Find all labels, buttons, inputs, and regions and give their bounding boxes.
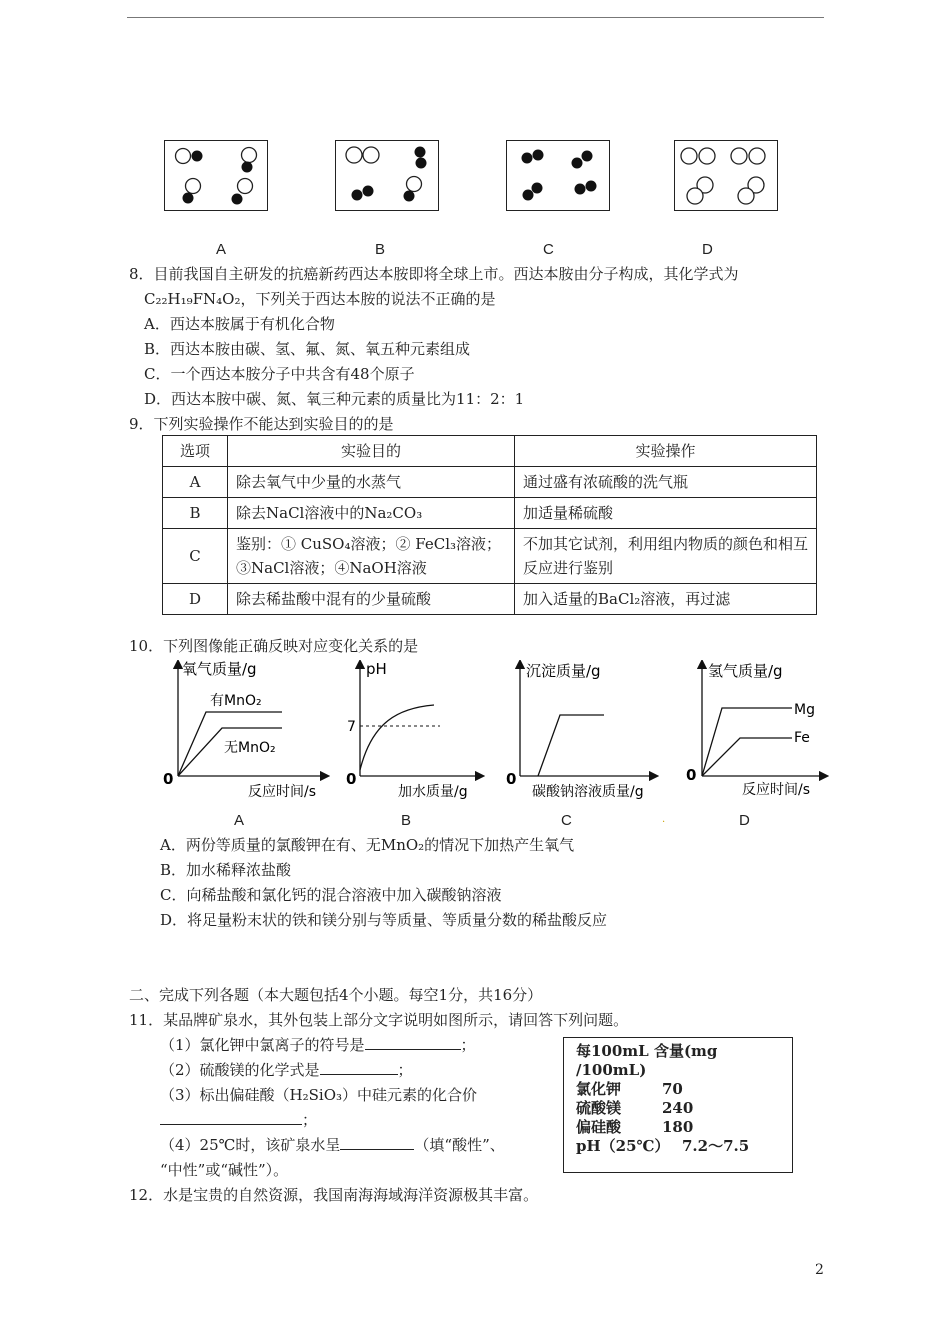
label-key: pH（25℃） <box>576 1137 670 1155</box>
answer-blank[interactable] <box>320 1074 398 1075</box>
series-label: Mg <box>794 702 815 718</box>
row-operation: 不加其它试剂，利用组内物质的颜色和相互反应进行鉴别 <box>515 529 817 584</box>
q10-option-d: D．将足量粉末状的铁和镁分别与等质量、等质量分数的稀盐酸反应 <box>160 911 608 929</box>
graph-b <box>340 660 490 810</box>
origin-label: 0 <box>163 770 174 788</box>
q12-stem: 12．水是宝贵的自然资源，我国南海海域海洋资源极其丰富。 <box>129 1186 539 1204</box>
q10-option-b: B．加水稀释浓盐酸 <box>160 861 292 879</box>
page-number: 2 <box>815 1262 824 1278</box>
q11-part1: （1）氯化钾中氯离子的符号是 ； <box>160 1036 476 1054</box>
row-option: B <box>163 498 228 529</box>
q9-stem: 9．下列实验操作不能达到实验目的的是 <box>129 415 394 433</box>
q8-option-b: B．西达本胺由碳、氢、氟、氮、氧五种元素组成 <box>144 340 471 358</box>
q8-option-c: C．一个西达本胺分子中共含有48个原子 <box>144 365 415 383</box>
molecule-label-a: A <box>216 241 227 258</box>
row-option: A <box>163 467 228 498</box>
q11-part4-cont: “中性”或“碱性”）。 <box>160 1161 289 1179</box>
molecule-box-d <box>674 140 778 211</box>
label-value: 7.2～7.5 <box>682 1137 750 1155</box>
graph-d <box>684 660 834 810</box>
q9-table <box>162 435 817 615</box>
x-axis-label: 碳酸钠溶液质量/g <box>532 784 644 800</box>
origin-label: 0 <box>346 770 357 788</box>
y-axis-label: 氢气质量/g <box>708 662 783 680</box>
label-key: 偏硅酸 <box>576 1118 622 1136</box>
row-operation: 加适量稀硫酸 <box>515 498 817 529</box>
stray-dot: . <box>662 814 666 825</box>
q11-part2-text: （2）硫酸镁的化学式是 <box>160 1061 320 1079</box>
q11-part2: （2）硫酸镁的化学式是 ； <box>160 1061 413 1079</box>
q11-part4-text: （4）25℃时，该矿泉水呈 <box>160 1136 341 1154</box>
label-row <box>576 1080 780 1099</box>
molecule-box-a <box>164 140 268 211</box>
label-row <box>576 1137 780 1156</box>
origin-label: 0 <box>506 770 517 788</box>
series-fe <box>702 738 792 776</box>
mineral-water-label-box <box>563 1037 793 1173</box>
q8-stem: 8．目前我国自主研发的抗癌新药西达本胺即将全球上市。西达本胺由分子构成，其化学式为 <box>129 265 739 283</box>
graph-label-b: B <box>401 812 412 829</box>
y-axis-label: pH <box>366 660 387 678</box>
molecule-box-c <box>506 140 610 211</box>
q10-option-c: C．向稀盐酸和氯化钙的混合溶液中加入碳酸钠溶液 <box>160 886 502 904</box>
table-row <box>163 584 817 615</box>
row-purpose: 除去氧气中少量的水蒸气 <box>228 467 515 498</box>
table-row <box>163 467 817 498</box>
row-option: C <box>163 529 228 584</box>
x-axis-label: 反应时间/s <box>742 782 811 798</box>
section-2-heading: 二、完成下列各题（本大题包括4个小题。每空1分，共16分） <box>129 986 543 1004</box>
graph-a <box>160 660 330 810</box>
row-purpose: 除去稀盐酸中混有的少量硫酸 <box>228 584 515 615</box>
row-operation: 加入适量的BaCl₂溶液，再过滤 <box>515 584 817 615</box>
series-label: 有MnO₂ <box>210 693 262 709</box>
graph-label-d: D <box>739 812 750 829</box>
table-row <box>163 498 817 529</box>
row-purpose: 除去NaCl溶液中的Na₂CO₃ <box>228 498 515 529</box>
label-value: 70 <box>662 1080 683 1098</box>
label-value: 180 <box>662 1118 694 1136</box>
q11-part3-answer: ； <box>160 1109 317 1130</box>
label-row <box>576 1118 780 1137</box>
header-operation: 实验操作 <box>515 436 817 467</box>
q11-part1-text: （1）氯化钾中氯离子的符号是 <box>160 1036 365 1054</box>
molecule-label-b: B <box>375 241 386 258</box>
header-rule <box>127 17 824 18</box>
q11-part3: （3）标出偏硅酸（H₂SiO₃）中硅元素的化合价 <box>160 1086 478 1104</box>
label-title: 每100mL 含量(mg /100mL) <box>576 1042 718 1079</box>
q8-option-d: D．西达本胺中碳、氮、氧三种元素的质量比为11：2：1 <box>144 390 525 408</box>
answer-blank[interactable] <box>160 1124 302 1125</box>
graph-c <box>504 660 674 810</box>
series-label: Fe <box>794 730 810 746</box>
header-option: 选项 <box>163 436 228 467</box>
ph7-label: 7 <box>347 719 356 735</box>
graph-label-c: C <box>561 812 572 829</box>
label-value: 240 <box>662 1099 694 1117</box>
molecule-label-c: C <box>543 241 554 258</box>
row-purpose: 鉴别：① CuSO₄溶液；② FeCl₃溶液；③NaCl溶液；④NaOH溶液 <box>228 529 515 584</box>
origin-label: 0 <box>686 766 697 784</box>
answer-blank[interactable] <box>365 1049 461 1050</box>
x-axis-label: 加水质量/g <box>398 784 468 800</box>
precipitate-line <box>538 715 604 776</box>
label-row <box>576 1099 780 1118</box>
q10-option-a: A．两份等质量的氯酸钾在有、无MnO₂的情况下加热产生氧气 <box>160 836 575 854</box>
x-axis-label: 反应时间/s <box>248 784 317 800</box>
header-purpose: 实验目的 <box>228 436 515 467</box>
table-row <box>163 529 817 584</box>
q10-stem: 10．下列图像能正确反映对应变化关系的是 <box>129 637 419 655</box>
graph-label-a: A <box>234 812 245 829</box>
molecule-box-b <box>335 140 439 211</box>
series-mg <box>702 708 792 776</box>
molecule-label-d: D <box>702 241 713 258</box>
q11-stem: 11．某品牌矿泉水，其外包装上部分文字说明如图所示，请回答下列问题。 <box>129 1011 629 1029</box>
label-key: 硫酸镁 <box>576 1099 622 1117</box>
label-key: 氯化钾 <box>576 1080 622 1098</box>
q8-formula-line: C₂₂H₁₉FN₄O₂，下列关于西达本胺的说法不正确的是 <box>144 290 496 308</box>
table-header-row <box>163 436 817 467</box>
series-label: 无MnO₂ <box>224 740 276 756</box>
answer-blank[interactable] <box>340 1149 414 1150</box>
y-axis-label: 氧气质量/g <box>182 660 257 678</box>
ph-curve <box>360 705 434 770</box>
q11-part4-hint: （填“酸性”、 <box>414 1136 505 1154</box>
q8-option-a: A．西达本胺属于有机化合物 <box>144 315 335 333</box>
q11-part4 <box>160 1134 505 1155</box>
row-operation: 通过盛有浓硫酸的洗气瓶 <box>515 467 817 498</box>
row-option: D <box>163 584 228 615</box>
y-axis-label: 沉淀质量/g <box>526 662 601 680</box>
